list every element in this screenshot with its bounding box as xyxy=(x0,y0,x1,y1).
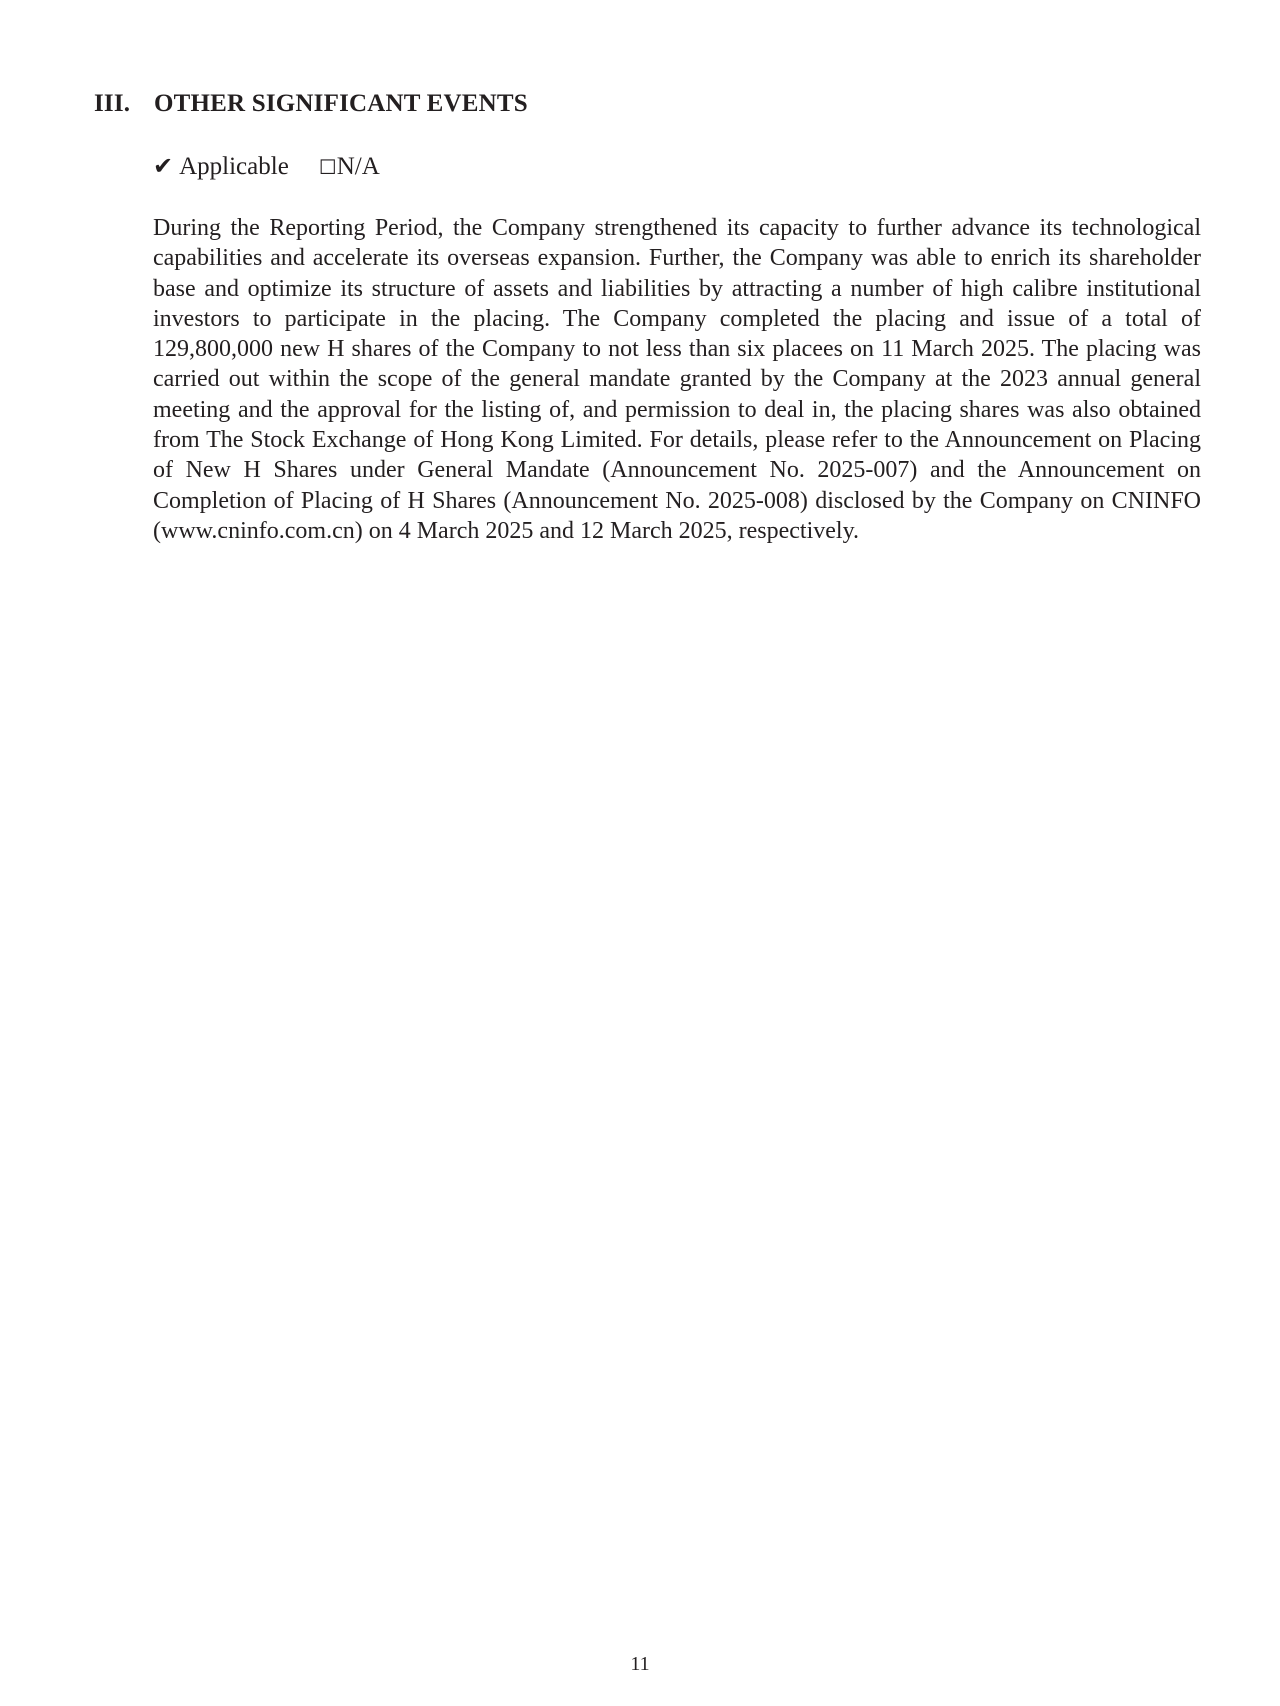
empty-checkbox-icon: ☐ xyxy=(318,155,337,179)
section-title: OTHER SIGNIFICANT EVENTS xyxy=(154,90,528,117)
applicable-label: Applicable xyxy=(179,153,289,180)
section-heading xyxy=(94,90,528,118)
applicability-options xyxy=(153,152,380,181)
checkmark-icon: ✔ xyxy=(153,152,174,180)
page-number: 11 xyxy=(630,1653,650,1675)
section-number: III. xyxy=(94,90,131,117)
body-paragraph: During the Reporting Period, the Company strengthened its capacity to further advance its technological capabilities and accelerate its overseas expansion. Further, the Company was able to enrich its shareholder base and optimize its structure of assets and liabilities by attracting a number of high calibre institutional investors to participate in the placing. The Company completed the placing and issue of a total of 129,800,000 new H shares of the Company to not less than six placees on 11 March 2025. The placing was carried out within the scope of the general mandate granted by the Company at the 2023 annual general meeting and the approval for the listing of, and permission to deal in, the placing shares was also obtained from The Stock Exchange of Hong Kong Limited. For details, please refer to the Announcement on Placing of New H Shares under General Mandate (Announcement No. 2025-007) and the Announcement on Completion of Placing of H Shares (Announcement No. 2025-008) disclosed by the Company on CNINFO (www.cninfo.com.cn) on 4 March 2025 and 12 March 2025, respectively. xyxy=(153,215,1201,544)
na-label: N/A xyxy=(336,153,380,180)
